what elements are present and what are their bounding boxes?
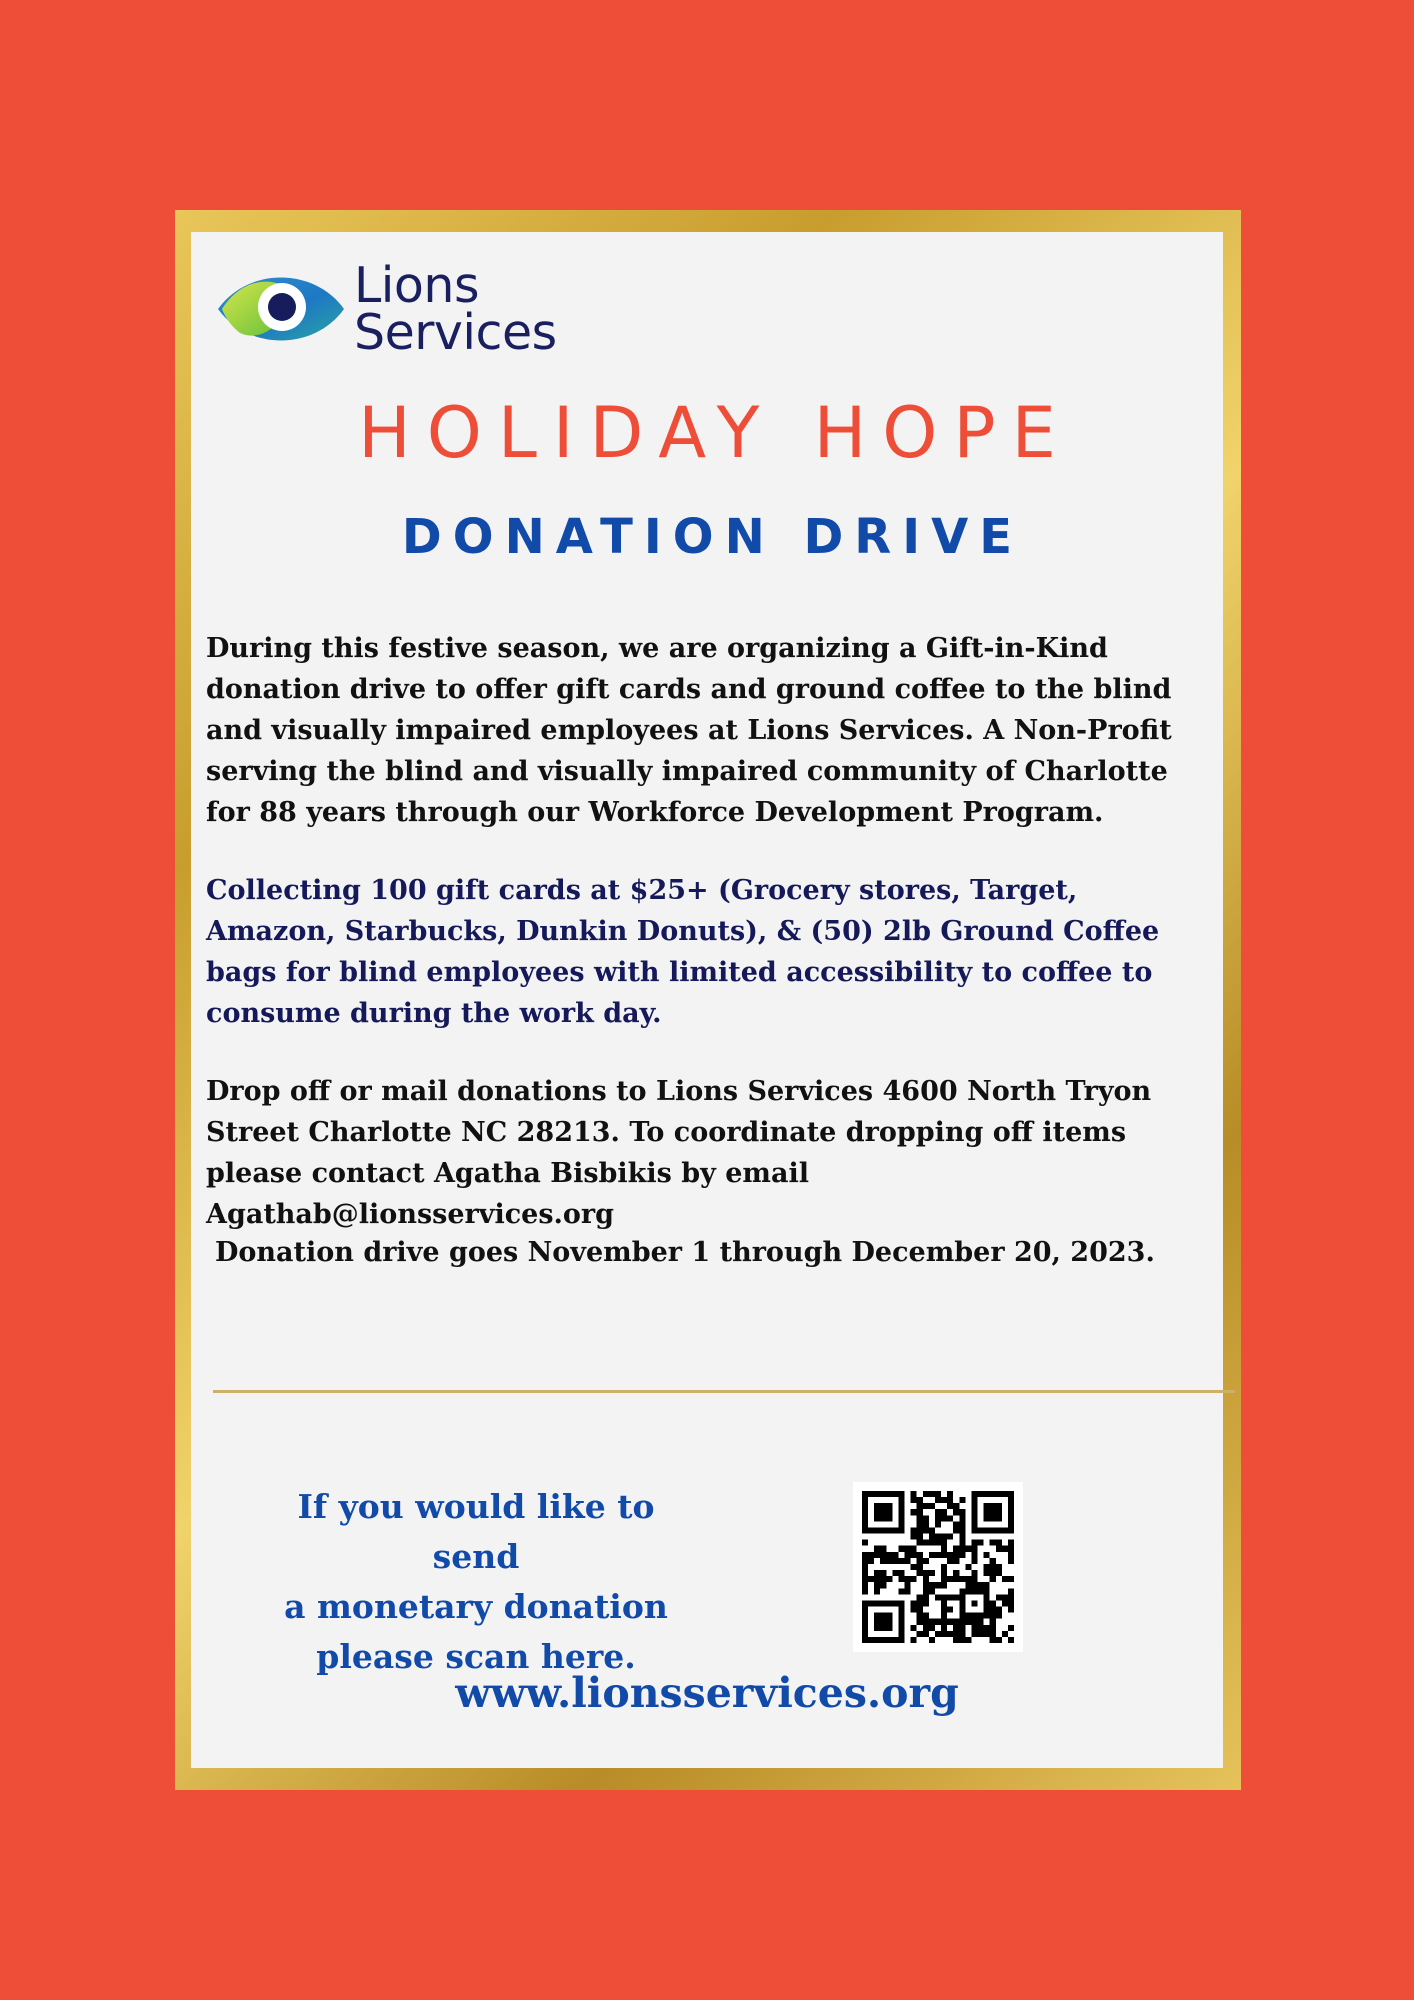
website-link[interactable]: www.lionsservices.org xyxy=(455,1669,959,1717)
logo-text-line2: Services xyxy=(354,304,557,361)
monetary-donation-text xyxy=(256,1482,696,1682)
page-subtitle: DONATION DRIVE xyxy=(401,509,1024,565)
monetary-line-3: please scan here. xyxy=(316,1637,636,1676)
page-title: HOLIDAY HOPE xyxy=(358,392,1072,474)
logo-text-line1: Lions xyxy=(354,257,479,314)
donation-qr-code[interactable] xyxy=(853,1482,1023,1652)
collection-paragraph: Collecting 100 gift cards at $25+ (Grocery stores, Target, Amazon, Starbucks, Dunkin Donuts), & (50) 2lb Ground Coffee bags for blind employees with limited accessibility to coffee to consume during the work day. xyxy=(206,875,1160,1029)
logo-wordmark xyxy=(354,257,557,361)
monetary-line-1: If you would like to send xyxy=(297,1487,655,1576)
qr-code-icon xyxy=(862,1491,1014,1643)
flyer-gold-frame xyxy=(175,210,1241,1790)
monetary-line-2: a monetary donation xyxy=(284,1587,668,1626)
intro-paragraph: During this festive season, we are organizing a Gift-in-Kind donation drive to offer gift cards and ground coffee to the blind and visually impaired employees at Lions Services. A Non-Profit serving the blind and visually impaired community of Charlotte for 88 years through our Workforce Development Program. xyxy=(206,633,1172,828)
dropoff-paragraph: Drop off or mail donations to Lions Services 4600 North Tryon Street Charlotte NC 28213. To coordinate dropping off items please contact Agatha Bisbikis by email Agathab@lionsservices.org xyxy=(206,1076,1152,1230)
dates-paragraph: Donation drive goes November 1 through December 20, 2023. xyxy=(215,1237,1155,1268)
gold-divider xyxy=(213,1390,1235,1393)
flyer-card xyxy=(191,232,1223,1768)
lions-services-logo xyxy=(216,257,557,361)
eye-icon xyxy=(216,263,346,355)
